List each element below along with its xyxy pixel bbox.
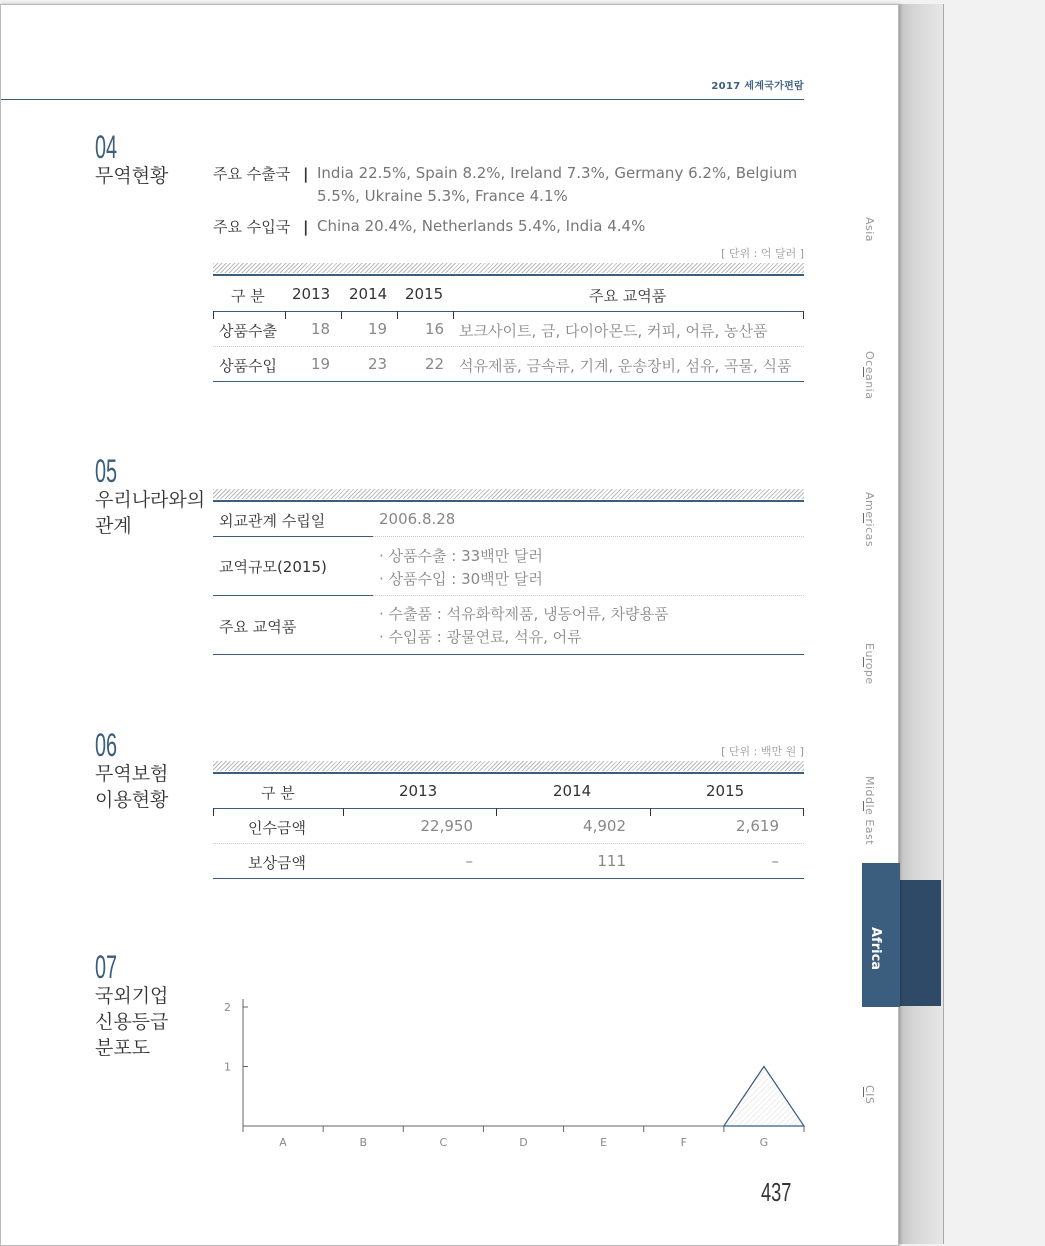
side-tab-oceania[interactable]: Oceania: [863, 351, 876, 400]
side-tab-africa[interactable]: [862, 863, 900, 1007]
trade-header-rule: [213, 311, 804, 312]
trade-unit-label: [ 단위 : 억 달러 ]: [721, 247, 804, 260]
row-divider: [373, 536, 804, 537]
side-tab-africa-label: Africa: [868, 927, 883, 971]
x-tick-label: F: [680, 1136, 687, 1149]
relation-label-trade-volume: 교역규모(2015): [219, 558, 327, 576]
trade-header-category: 구 분: [231, 287, 265, 305]
row-divider: [213, 843, 804, 844]
side-tab-asia[interactable]: Asia: [863, 217, 876, 243]
relation-value-line: · 수입품 : 광물연료, 석유, 어류: [379, 628, 582, 646]
insurance-row-label: 보상금액: [248, 854, 306, 872]
section-05-number: 05: [95, 453, 118, 489]
x-tick-label: C: [439, 1136, 448, 1149]
relation-value-established: 2006.8.28: [379, 510, 456, 528]
side-tab-middle-east[interactable]: Middle East: [863, 776, 876, 846]
export-countries-value: India 22.5%, Spain 8.2%, Ireland 7.3%, Germany 6.2%, Belgium 5.5%, Ukraine 5.3%, France 4.1%: [317, 164, 798, 205]
trade-header-items: 주요 교역품: [589, 287, 667, 305]
section-04-number: 04: [95, 129, 118, 165]
side-tab-americas[interactable]: Americas: [863, 492, 876, 548]
table-bottom-rule: [213, 654, 804, 655]
col-tick: [285, 311, 286, 319]
import-countries-value: China 20.4%, Netherlands 5.4%, India 4.4%: [317, 217, 646, 235]
trade-row-label: 상품수입: [219, 357, 277, 375]
trade-row-label: 상품수출: [219, 322, 277, 340]
table-top-rule: [213, 500, 804, 502]
trade-row-items: 석유제품, 금속류, 기계, 운송장비, 섬유, 곡물, 식품: [459, 357, 792, 375]
label-rule: [213, 595, 373, 596]
header-rule: [1, 99, 804, 100]
table-bottom-rule: [213, 878, 804, 879]
section-07-title-line: 국외기업: [95, 985, 169, 1007]
x-tick-label: G: [759, 1136, 769, 1149]
trade-header-2013: 2013: [292, 285, 331, 303]
section-07-title-line: 분포도: [95, 1037, 151, 1059]
relation-value-main-items: [379, 603, 669, 649]
insurance-row-2013: 22,950: [420, 817, 473, 835]
trade-header-2015: 2015: [405, 285, 444, 303]
relation-label-established: 외교관계 수립일: [219, 512, 326, 530]
insurance-row-2014: 111: [597, 852, 626, 870]
y-tick-label: 2: [224, 1001, 231, 1014]
trade-row-2015: 22: [425, 355, 445, 373]
section-05-title-line: 우리나라와의: [95, 489, 206, 511]
insurance-row-2015: 2,619: [736, 817, 779, 835]
col-tick: [213, 808, 214, 816]
page: [0, 4, 899, 1246]
col-tick: [453, 311, 454, 319]
insurance-header-2013: 2013: [399, 782, 438, 800]
col-tick: [803, 808, 804, 816]
x-tick-label: D: [519, 1136, 528, 1149]
col-tick: [397, 311, 398, 319]
side-tab-cis[interactable]: CIS: [863, 1085, 876, 1105]
insurance-unit-label: [ 단위 : 백만 원 ]: [721, 745, 804, 758]
trade-header-2014: 2014: [349, 285, 388, 303]
label-rule: [213, 536, 373, 537]
table-hatch: [213, 263, 804, 273]
section-06-title-line: 이용현황: [95, 789, 169, 811]
col-tick: [213, 311, 214, 319]
col-tick: [650, 808, 651, 816]
section-07-title: [95, 983, 168, 1061]
trade-row-2013: 18: [311, 320, 331, 338]
section-06-number: 06: [95, 727, 118, 763]
relation-value-line: · 수출품 : 석유화학제품, 냉동어류, 차량용품: [379, 605, 669, 623]
insurance-header-rule: [213, 808, 804, 809]
section-07-title-line: 신용등급: [95, 1011, 169, 1033]
page-number: 437: [761, 1177, 792, 1207]
y-tick-label: 1: [224, 1060, 231, 1074]
section-07-number: 07: [95, 949, 118, 985]
area-peak: [724, 1067, 804, 1127]
trade-row-2014: 23: [368, 355, 388, 373]
table-hatch: [213, 761, 804, 771]
col-tick: [496, 808, 497, 816]
insurance-header-category: 구 분: [261, 784, 295, 802]
insurance-header-2014: 2014: [553, 782, 592, 800]
table-hatch: [213, 489, 804, 499]
relation-value-trade-volume: [379, 545, 543, 591]
trade-row-2013: 19: [311, 355, 331, 373]
row-divider: [213, 346, 804, 347]
relation-value-line: · 상품수출 : 33백만 달러: [379, 547, 543, 565]
table-top-rule: [213, 772, 804, 774]
trade-row-2015: 16: [425, 320, 445, 338]
relation-label-main-items: 주요 교역품: [219, 618, 297, 636]
trade-row-2014: 19: [368, 320, 388, 338]
section-06-title-line: 무역보험: [95, 763, 169, 785]
insurance-row-label: 인수금액: [248, 819, 306, 837]
book-edge-active-tab: [895, 880, 941, 1006]
x-tick-label: B: [359, 1136, 367, 1149]
col-tick: [803, 311, 804, 319]
insurance-row-2015: –: [771, 852, 779, 870]
col-tick: [341, 311, 342, 319]
x-tick-label: E: [600, 1136, 608, 1149]
insurance-row-2013: –: [465, 852, 473, 870]
credit-rating-chart: [211, 985, 811, 1155]
side-tab-europe[interactable]: Europe: [863, 643, 876, 685]
import-countries-label: 주요 수입국 |: [213, 218, 309, 236]
book-edge: [895, 4, 944, 1244]
insurance-header-2015: 2015: [706, 782, 745, 800]
export-countries-label: 주요 수출국 |: [213, 165, 309, 183]
table-bottom-rule: [213, 381, 804, 382]
section-05-title: [95, 487, 205, 539]
header-title: 2017 세계국가편람: [711, 81, 804, 92]
section-04-title: 무역현황: [95, 165, 169, 187]
insurance-row-2014: 4,902: [583, 817, 626, 835]
x-tick-label: A: [279, 1136, 287, 1149]
section-05-title-line: 관계: [95, 515, 132, 537]
trade-row-items: 보크사이트, 금, 다이아몬드, 커피, 어류, 농산품: [459, 322, 768, 340]
col-tick: [343, 808, 344, 816]
section-06-title: [95, 761, 168, 813]
row-divider: [373, 595, 804, 596]
relation-value-line: · 상품수입 : 30백만 달러: [379, 570, 543, 588]
table-top-rule: [213, 274, 804, 276]
